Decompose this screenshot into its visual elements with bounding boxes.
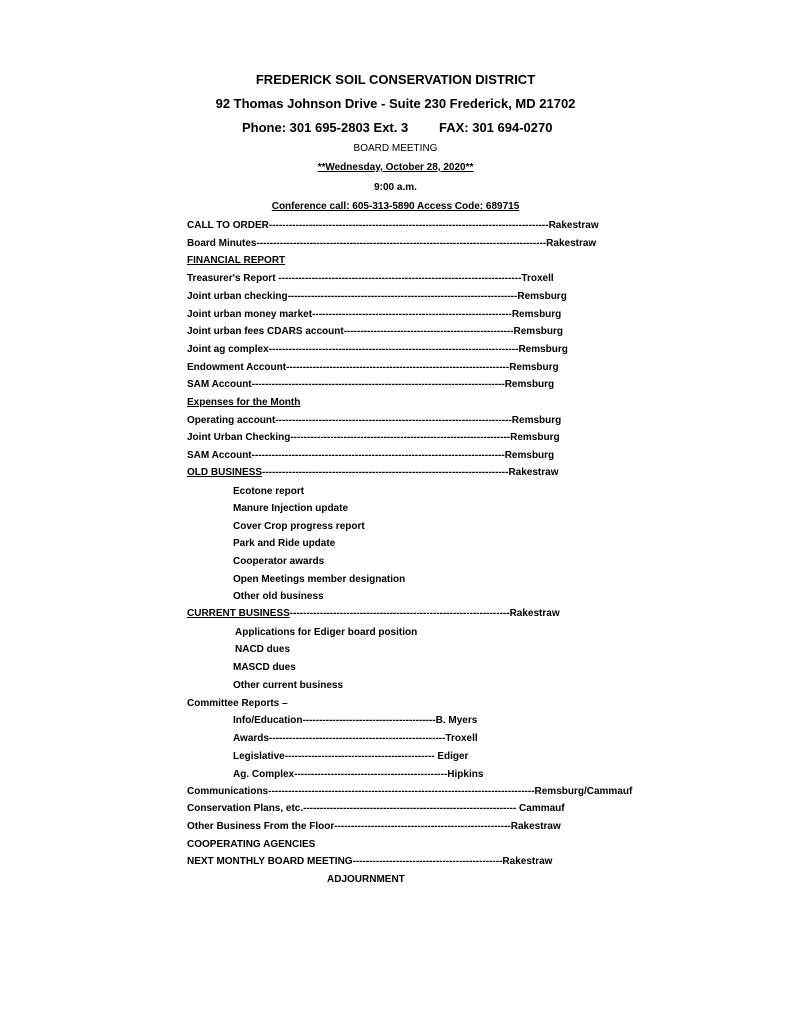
old-item: Park and Ride update: [233, 538, 336, 549]
current-business-label: CURRENT BUSINESS: [187, 608, 290, 619]
current-item: Applications for Ediger board position: [235, 627, 418, 638]
treasurer-report: Treasurer's Report -------------------------------------------------------------------------Troxell: [187, 273, 554, 284]
other-business: Other Business From the Floor-----------------------------------------------------Rakestraw: [187, 821, 561, 832]
meeting-date: **Wednesday, October 28, 2020**: [317, 162, 474, 173]
committee-item: Ag. Complex----------------------------------------------Hipkins: [233, 769, 484, 780]
old-item: Cooperator awards: [233, 556, 325, 567]
old-business-rest: --------------------------------------------------------------------------Rakestraw: [262, 467, 559, 478]
old-item: Cover Crop progress report: [233, 521, 365, 532]
current-item: Other current business: [233, 680, 344, 691]
org-address: 92 Thomas Johnson Drive - Suite 230 Frederick, MD 21702: [215, 96, 576, 111]
old-item: Open Meetings member designation: [233, 574, 406, 585]
conservation-plans: Conservation Plans, etc.---------------------------------------------------------------- Cammauf: [187, 803, 565, 814]
call-to-order: CALL TO ORDER------------------------------------------------------------------------------------Rakestraw: [187, 220, 599, 231]
current-business-rest: ------------------------------------------------------------------Rakestraw: [289, 608, 560, 619]
meeting-title: BOARD MEETING: [353, 143, 438, 154]
conference-call: Conference call: 605-313-5890 Access Code: 689715: [271, 201, 520, 212]
joint-urban-cdars: Joint urban fees CDARS account---------------------------------------------------Remsburg: [187, 326, 563, 337]
sam-account: SAM Account----------------------------------------------------------------------------Remsburg: [187, 379, 555, 390]
org-phone: Phone: 301 695-2803 Ext. 3: [242, 120, 409, 135]
old-item: Other old business: [233, 591, 324, 602]
current-business-heading: [187, 608, 560, 620]
financial-report-heading: FINANCIAL REPORT: [187, 255, 286, 266]
joint-ag-complex: Joint ag complex---------------------------------------------------------------------------Remsburg: [187, 344, 568, 355]
endowment-account: Endowment Account-------------------------------------------------------------------Remsburg: [187, 362, 559, 373]
joint-urban-checking-expenses: Joint Urban Checking------------------------------------------------------------------Remsburg: [187, 432, 560, 443]
board-minutes: Board Minutes---------------------------------------------------------------------------------------Rakestraw: [187, 238, 597, 249]
adjournment: ADJOURNMENT: [327, 874, 405, 885]
old-business-heading: [187, 467, 558, 479]
sam-account-expenses: SAM Account----------------------------------------------------------------------------Remsburg: [187, 450, 555, 461]
next-board-meeting: NEXT MONTHLY BOARD MEETING---------------------------------------------Rakestraw: [187, 856, 553, 867]
joint-urban-money-market: Joint urban money market------------------------------------------------------------Remsburg: [187, 309, 562, 320]
committee-reports-heading: Committee Reports –: [187, 698, 288, 709]
joint-urban-checking: Joint urban checking---------------------------------------------------------------------Remsburg: [187, 291, 567, 302]
expenses-heading: Expenses for the Month: [187, 397, 301, 408]
old-item: Ecotone report: [233, 486, 305, 497]
communications: Communications--------------------------------------------------------------------------------Remsburg/Cammauf: [187, 786, 633, 797]
old-business-label: OLD BUSINESS: [187, 467, 263, 478]
current-item: MASCD dues: [233, 662, 296, 673]
committee-item: Awards-----------------------------------------------------Troxell: [233, 733, 478, 744]
committee-item: Info/Education----------------------------------------B. Myers: [233, 715, 478, 726]
cooperating-agencies: COOPERATING AGENCIES: [187, 839, 316, 850]
committee-item: Legislative--------------------------------------------- Ediger: [233, 751, 469, 762]
meeting-time: 9:00 a.m.: [374, 182, 417, 193]
org-name: FREDERICK SOIL CONSERVATION DISTRICT: [255, 72, 536, 87]
old-item: Manure Injection update: [233, 503, 349, 514]
current-item: NACD dues: [235, 644, 291, 655]
org-fax: FAX: 301 694-0270: [439, 120, 553, 135]
operating-account: Operating account-----------------------------------------------------------------------Remsburg: [187, 415, 562, 426]
